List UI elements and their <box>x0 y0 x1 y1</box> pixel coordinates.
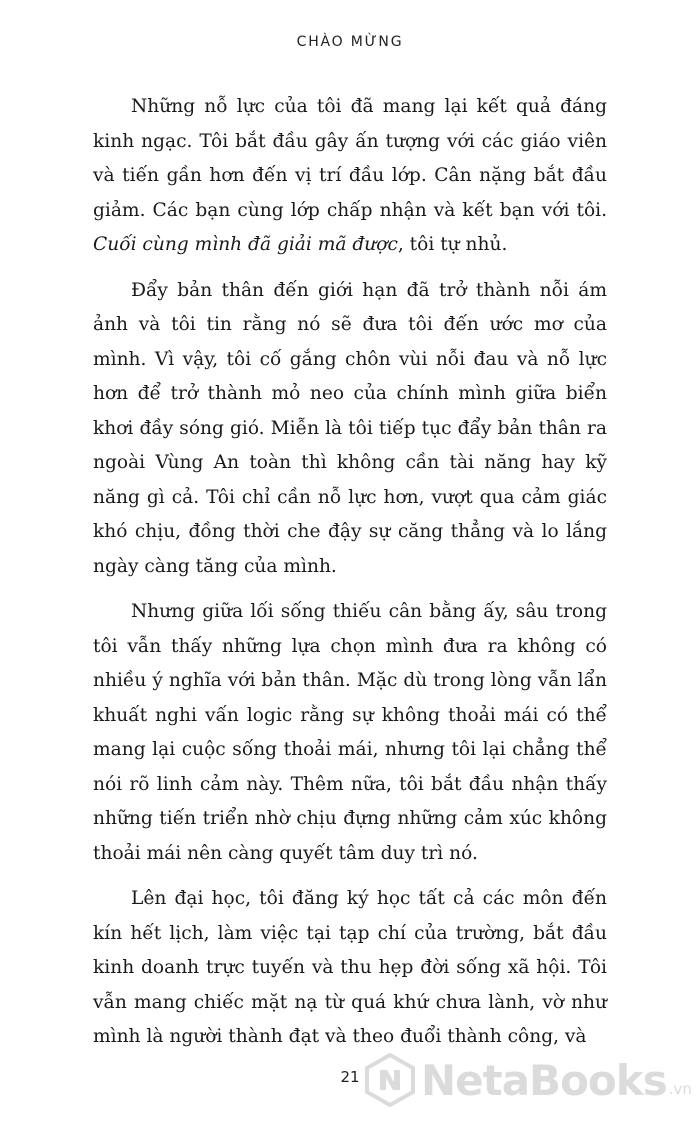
watermark-tld: .vn <box>668 1080 692 1098</box>
chapter-header: CHÀO MỪNG <box>296 34 404 50</box>
paragraph-1-text: Những nỗ lực của tôi đã mang lại kết quả đáng kinh ngạc. Tôi bắt đầu gây ấn tượng với các giáo viên và tiến gần hơn đến vị trí đầu lớp. Cân nặng bắt đầu giảm. Các bạn cùng lớp chấp nhận và kết bạn với tôi. <box>93 96 607 221</box>
paragraph-4: Lên đại học, tôi đăng ký học tất cả các môn đến kín hết lịch, làm việc tại tạp chí của trường, bắt đầu kinh doanh trực tuyến và thu hẹp đời sống xã hội. Tôi vẫn mang chiếc mặt nạ từ quá khứ chưa lành, vờ như mình là người thành đạt và theo đuổi thành công, và <box>93 888 607 1047</box>
watermark <box>363 1053 692 1107</box>
paragraph-1-end: , tôi tự nhủ. <box>397 234 508 255</box>
netabooks-logo-icon <box>363 1053 417 1107</box>
paragraph-2: Đẩy bản thân đến giới hạn đã trở thành nỗi ám ảnh và tôi tin rằng nó sẽ đưa tôi đến ước mơ của mình. Vì vậy, tôi cố gắng chôn vùi nỗi đau và nỗ lực hơn để trở thành mỏ neo của chính mình giữa biển khơi đầy sóng gió. Miễn là tôi tiếp tục đẩy bản thân ra ngoài Vùng An toàn thì không cần tài năng hay kỹ năng gì cả. Tôi chỉ cần nỗ lực hơn, vượt qua cảm giác khó chịu, đồng thời che đậy sự căng thẳng và lo lắng ngày càng tăng của mình. <box>93 279 607 577</box>
page-number: 21 <box>340 1068 360 1086</box>
paragraph-1 <box>93 90 607 263</box>
body-text <box>93 90 607 1066</box>
paragraph-3: Nhưng giữa lối sống thiếu cân bằng ấy, sâu trong tôi vẫn thấy những lựa chọn mình đưa ra không có nhiều ý nghĩa với bản thân. Mặc dù trong lòng vẫn lẩn khuất nghi vấn logic rằng sự không thoải mái có thể mang lại cuộc sống thoải mái, nhưng tôi lại chẳng thể nói rõ linh cảm này. Thêm nữa, tôi bắt đầu nhận thấy những tiến triển nhờ chịu đựng những cảm xúc không thoải mái nên càng quyết tâm duy trì nó. <box>93 601 607 864</box>
paragraph-1-italic: Cuối cùng mình đã giải mã được <box>93 234 398 255</box>
watermark-brand: NetaBooks <box>421 1055 667 1105</box>
